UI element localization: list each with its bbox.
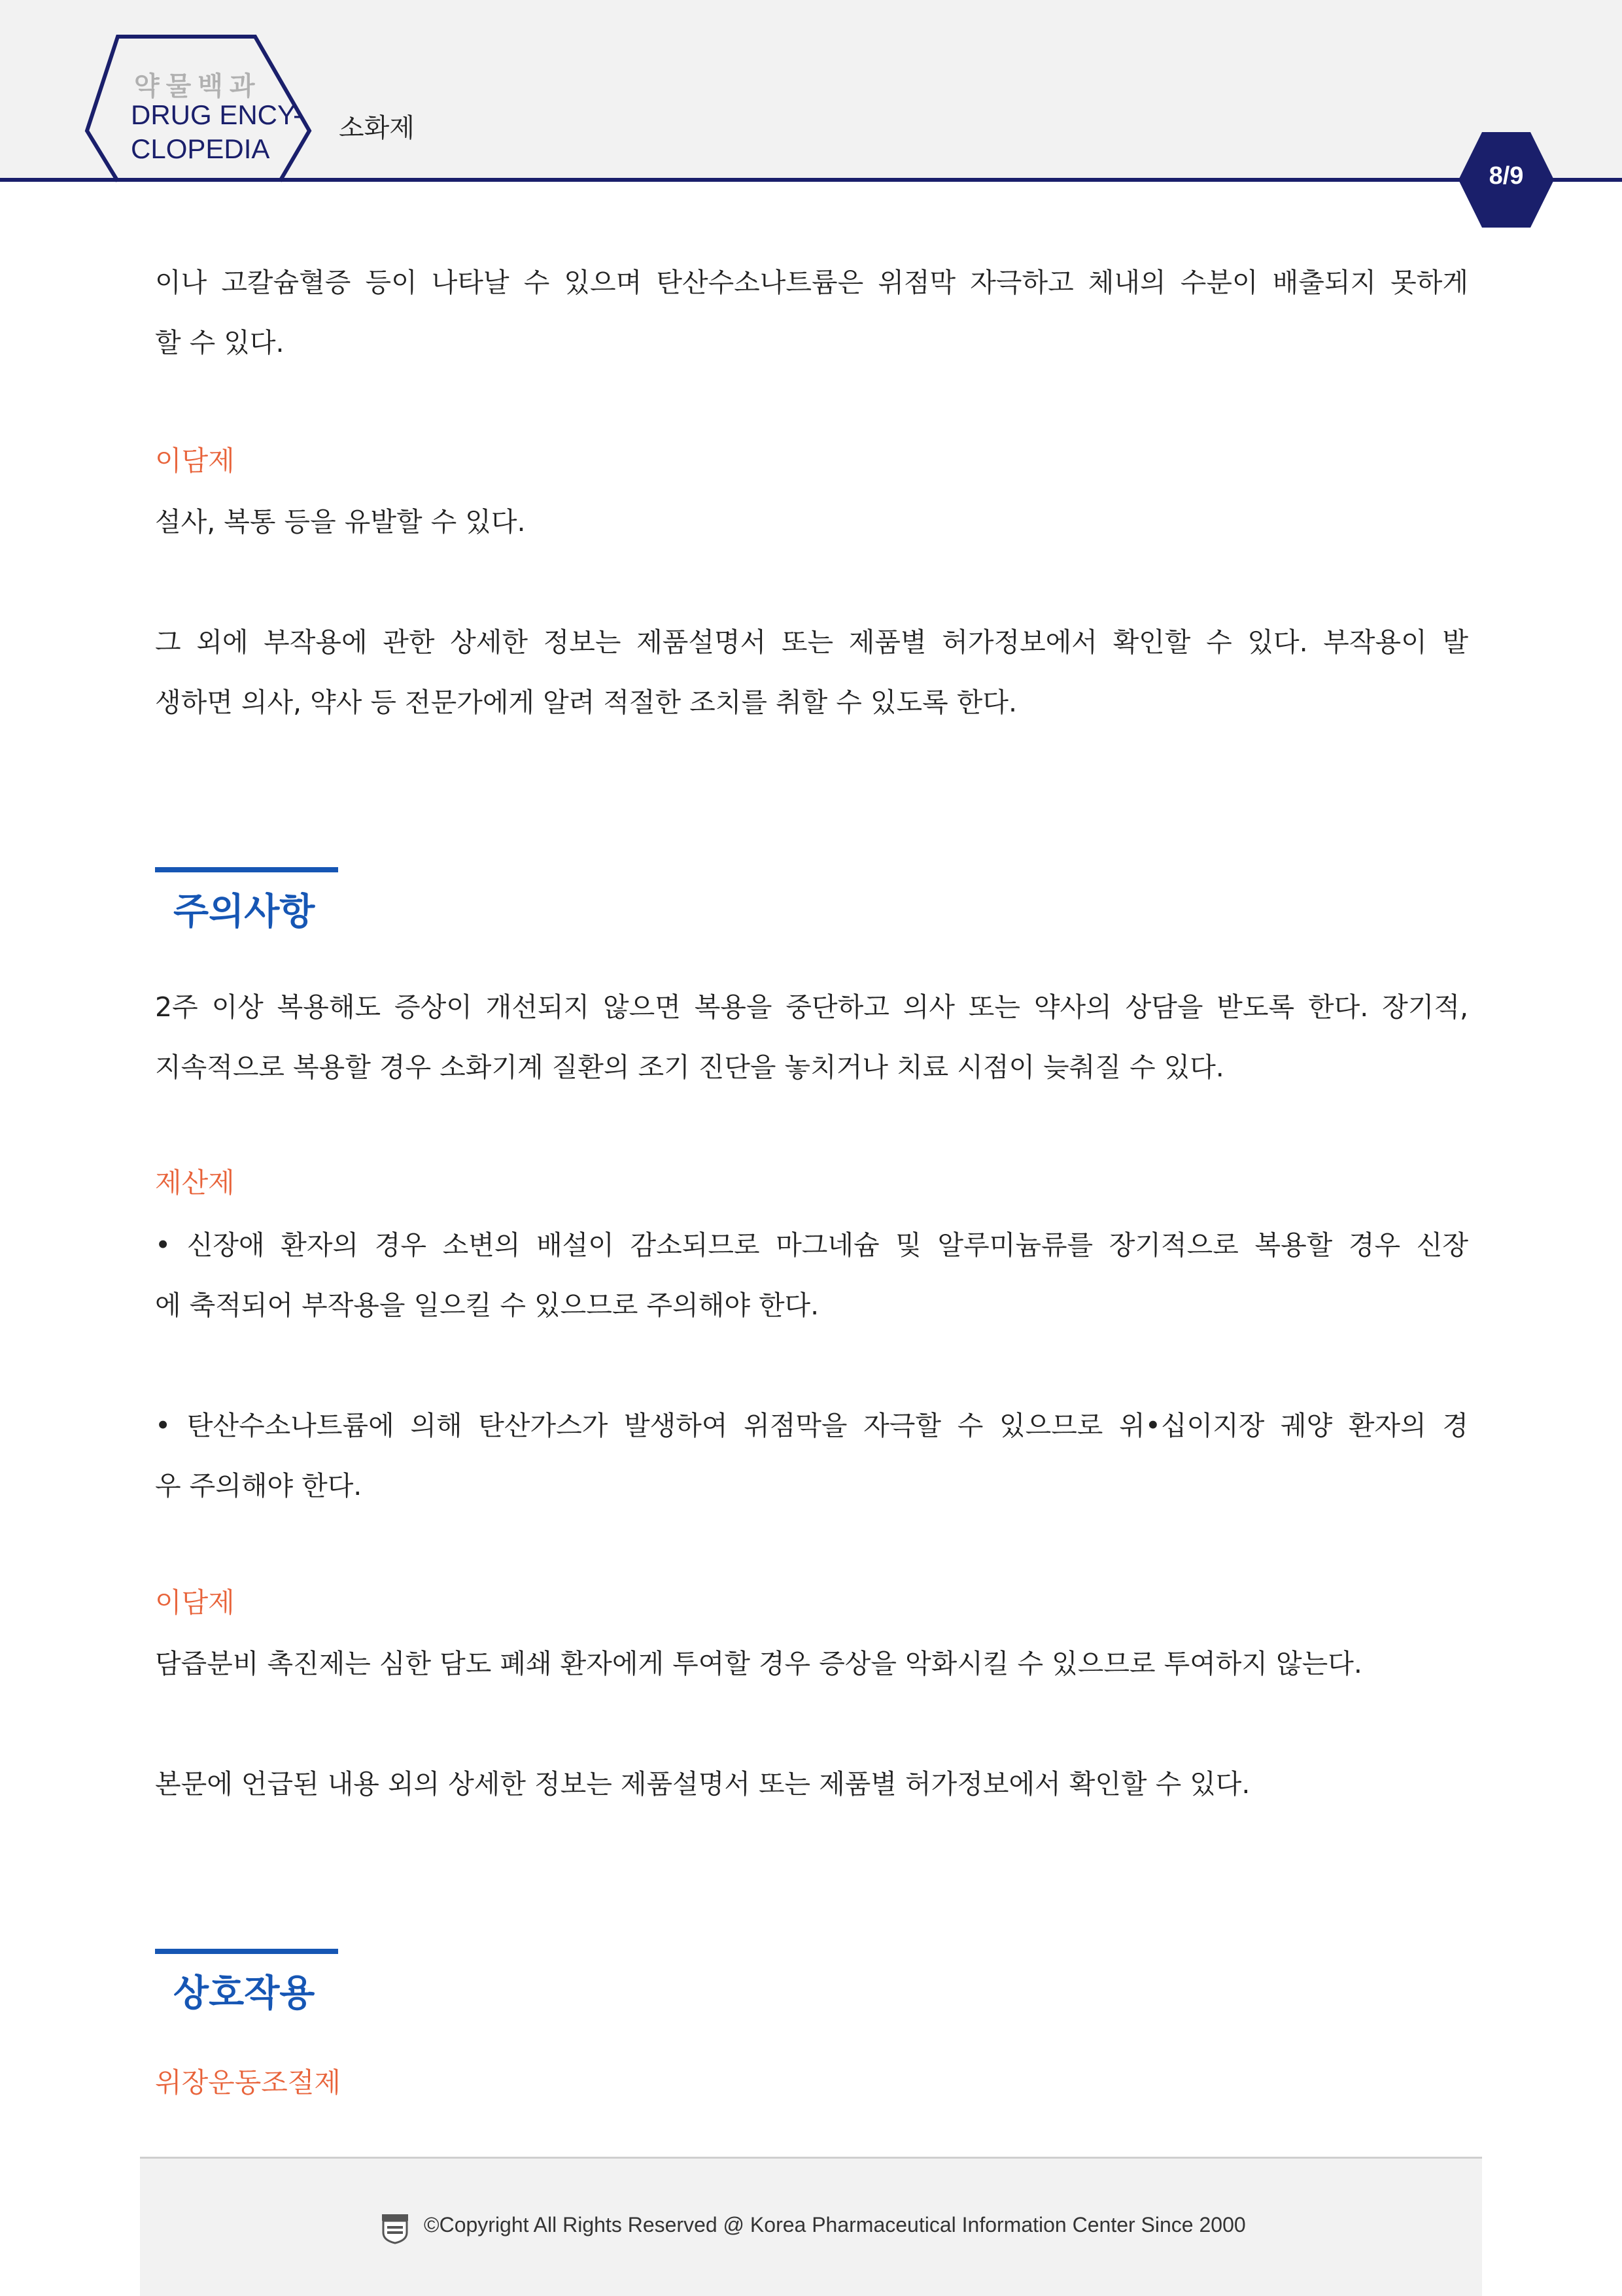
section-title-interactions: 상호작용 [173, 1972, 315, 2015]
text-line: 담즙분비 촉진제는 심한 담도 폐쇄 환자에게 투여할 경우 증상을 악화시킬 수 있으므로 투여하지 않는다. [155, 1648, 1362, 1679]
text-line: • 탄산수소나트륨에 의해 탄산가스가 발생하여 위점막을 자극할 수 있으므로 위•십이지장 궤양 환자의 경 [155, 1410, 1468, 1441]
subheading-choleretic-2: 이담제 [155, 1586, 235, 1619]
section-accent-bar [155, 867, 338, 872]
text-line: 지속적으로 복용할 경우 소화기계 질환의 조기 진단을 놓치거나 치료 시점이 늦춰질 수 있다. [155, 1052, 1224, 1083]
document-title: 소화제 [339, 113, 415, 143]
text-line: 그 외에 부작용에 관한 상세한 정보는 제품설명서 또는 제품별 허가정보에서 확인할 수 있다. 부작용이 발 [155, 626, 1468, 658]
paragraph-side-effects-more-info [155, 612, 1468, 732]
bullet-renal-impairment [155, 1215, 1468, 1335]
text-line: 생하면 의사, 약사 등 전문가에게 알려 적절한 조치를 취할 수 있도록 한다. [155, 687, 1017, 718]
shield-emblem-icon [381, 2213, 409, 2244]
logo-en-line-1: DRUG ENCY- [131, 99, 303, 130]
text-line: 2주 이상 복용해도 증상이 개선되지 않으면 복용을 중단하고 의사 또는 약사의 상담을 받도록 한다. 장기적, [155, 991, 1468, 1023]
subheading-gi-motility: 위장운동조절제 [155, 2066, 341, 2099]
subheading-choleretic: 이담제 [155, 445, 235, 477]
paragraph-more-info [155, 1754, 1468, 1814]
section-title-precautions: 주의사항 [173, 891, 315, 933]
text-line: 우 주의해야 한다. [155, 1470, 362, 1501]
page-number: 8/9 [1489, 162, 1524, 190]
logo-english-text [131, 98, 302, 166]
logo-korean-text: 약물백과 [134, 71, 262, 101]
paragraph-bile-secretion [155, 1634, 1468, 1694]
paragraph-choleretic-effects [155, 492, 1468, 552]
logo-en-line-2: CLOPEDIA [131, 133, 270, 164]
text-line: 에 축적되어 부작용을 일으킬 수 있으므로 주의해야 한다. [155, 1290, 820, 1321]
text-line: 이나 고칼슘혈증 등이 나타날 수 있으며 탄산수소나트륨은 위점막 자극하고 체내의 수분이 배출되지 못하게 [155, 267, 1468, 298]
copyright-text: ©Copyright All Rights Reserved @ Korea Pharmaceutical Information Center Since 2000 [424, 2213, 1246, 2236]
text-line: 할 수 있다. [155, 327, 285, 358]
paragraph-side-effects-cont [155, 252, 1468, 373]
paragraph-precautions [155, 977, 1468, 1097]
text-line: • 신장애 환자의 경우 소변의 배설이 감소되므로 마그네슘 및 알루미늄류를 장기적으로 복용할 경우 신장 [155, 1229, 1468, 1261]
text-line: 본문에 언급된 내용 외의 상세한 정보는 제품설명서 또는 제품별 허가정보에서 확인할 수 있다. [155, 1768, 1251, 1800]
bullet-sodium-bicarbonate [155, 1396, 1468, 1516]
section-accent-bar [155, 1949, 338, 1954]
subheading-antacid: 제산제 [155, 1167, 235, 1199]
text-line: 설사, 복통 등을 유발할 수 있다. [155, 506, 526, 538]
